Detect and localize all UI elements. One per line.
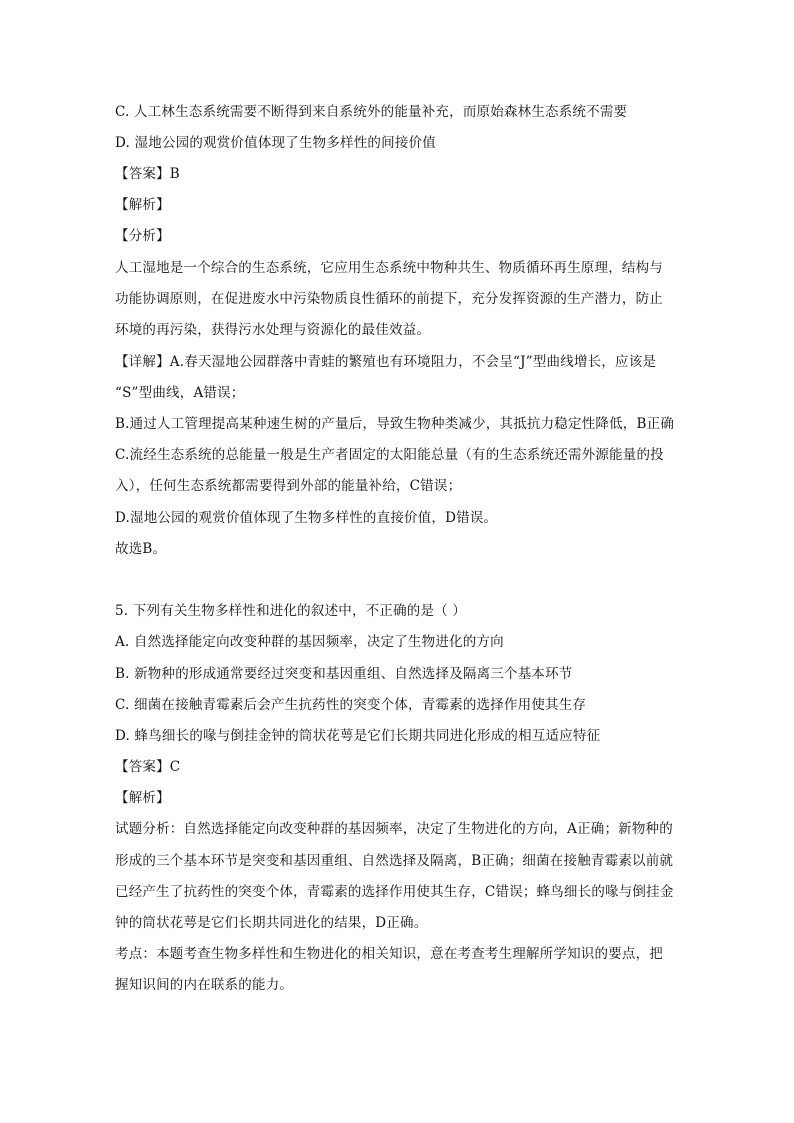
- q5-analysis-line: 钟的筒状花萼是它们长期共同进化的结果，D正确。: [115, 915, 428, 931]
- q5-analysis-line: 形成的三个基本环节是突变和基因重组、自然选择及隔离，B正确；细菌在接触青霉素以前就: [115, 853, 674, 869]
- q5-analysis-header: 【解析】: [115, 790, 170, 806]
- q5-analysis-line: 已经产生了抗药性的突变个体，青霉素的选择作用使其生存，C错误；蜂鸟细长的喙与倒挂金: [115, 884, 674, 900]
- q4-detail-line: “S”型曲线，A错误；: [115, 385, 245, 401]
- q4-detail-line: B.通过人工管理提高某种速生树的产量后，导致生物种类减少，其抵抗力稳定性降低，B正确: [115, 416, 675, 432]
- q5-stem: 5. 下列有关生物多样性和进化的叙述中，不正确的是（ ）: [115, 603, 467, 619]
- q4-analysis-header: 【解析】: [115, 197, 170, 213]
- q4-answer: 【答案】B: [115, 166, 180, 182]
- q4-detail-line: C.流经生态系统的总能量一般是生产者固定的太阳能总量（有的生态系统还需外源能量的投: [115, 447, 664, 463]
- q4-option-d: D. 湿地公园的观赏价值体现了生物多样性的间接价值: [115, 135, 436, 151]
- q5-option-d: D. 蜂鸟细长的喙与倒挂金钟的筒状花萼是它们长期共同进化形成的相互适应特征: [115, 728, 601, 744]
- q4-option-c: C. 人工林生态系统需要不断得到来自系统外的能量补充，而原始森林生态系统不需要: [115, 104, 628, 120]
- q4-fenxi-header: 【分析】: [115, 228, 170, 244]
- q5-option-a: A. 自然选择能定向改变种群的基因频率，决定了生物进化的方向: [115, 634, 504, 650]
- q4-detail-line: D.湿地公园的观赏价值体现了生物多样性的直接价值，D错误。: [115, 510, 498, 526]
- q4-conclusion: 故选B。: [115, 541, 167, 557]
- q4-detail-line: 【详解】A.春天湿地公园群落中青蛙的繁殖也有环境阻力，不会呈“J”型曲线增长，应该是: [115, 354, 657, 370]
- q5-option-b: B. 新物种的形成通常要经过突变和基因重组、自然选择及隔离三个基本环节: [115, 666, 573, 682]
- q4-detail-line: 入），任何生态系统都需要得到外部的能量补给，C错误；: [115, 478, 462, 494]
- q4-fenxi-line: 环境的再污染，获得污水处理与资源化的最佳效益。: [115, 322, 431, 338]
- q5-answer: 【答案】C: [115, 759, 181, 775]
- q5-kaodian-line: 考点：本题考查生物多样性和生物进化的相关知识，意在考查考生理解所学知识的要点，把: [115, 946, 663, 962]
- q4-fenxi-line: 人工湿地是一个综合的生态系统，它应用生态系统中物种共生、物质循环再生原理，结构与: [115, 260, 663, 276]
- q5-option-c: C. 细菌在接触青霉素后会产生抗药性的突变个体，青霉素的选择作用使其生存: [115, 697, 587, 713]
- q5-analysis-line: 试题分析：自然选择能定向改变种群的基因频率，决定了生物进化的方向，A正确；新物种的: [115, 821, 673, 837]
- q4-fenxi-line: 功能协调原则，在促进废水中污染物质良性循环的前提下，充分发挥资源的生产潜力，防止: [115, 291, 663, 307]
- q5-kaodian-line: 握知识间的内在联系的能力。: [115, 977, 294, 993]
